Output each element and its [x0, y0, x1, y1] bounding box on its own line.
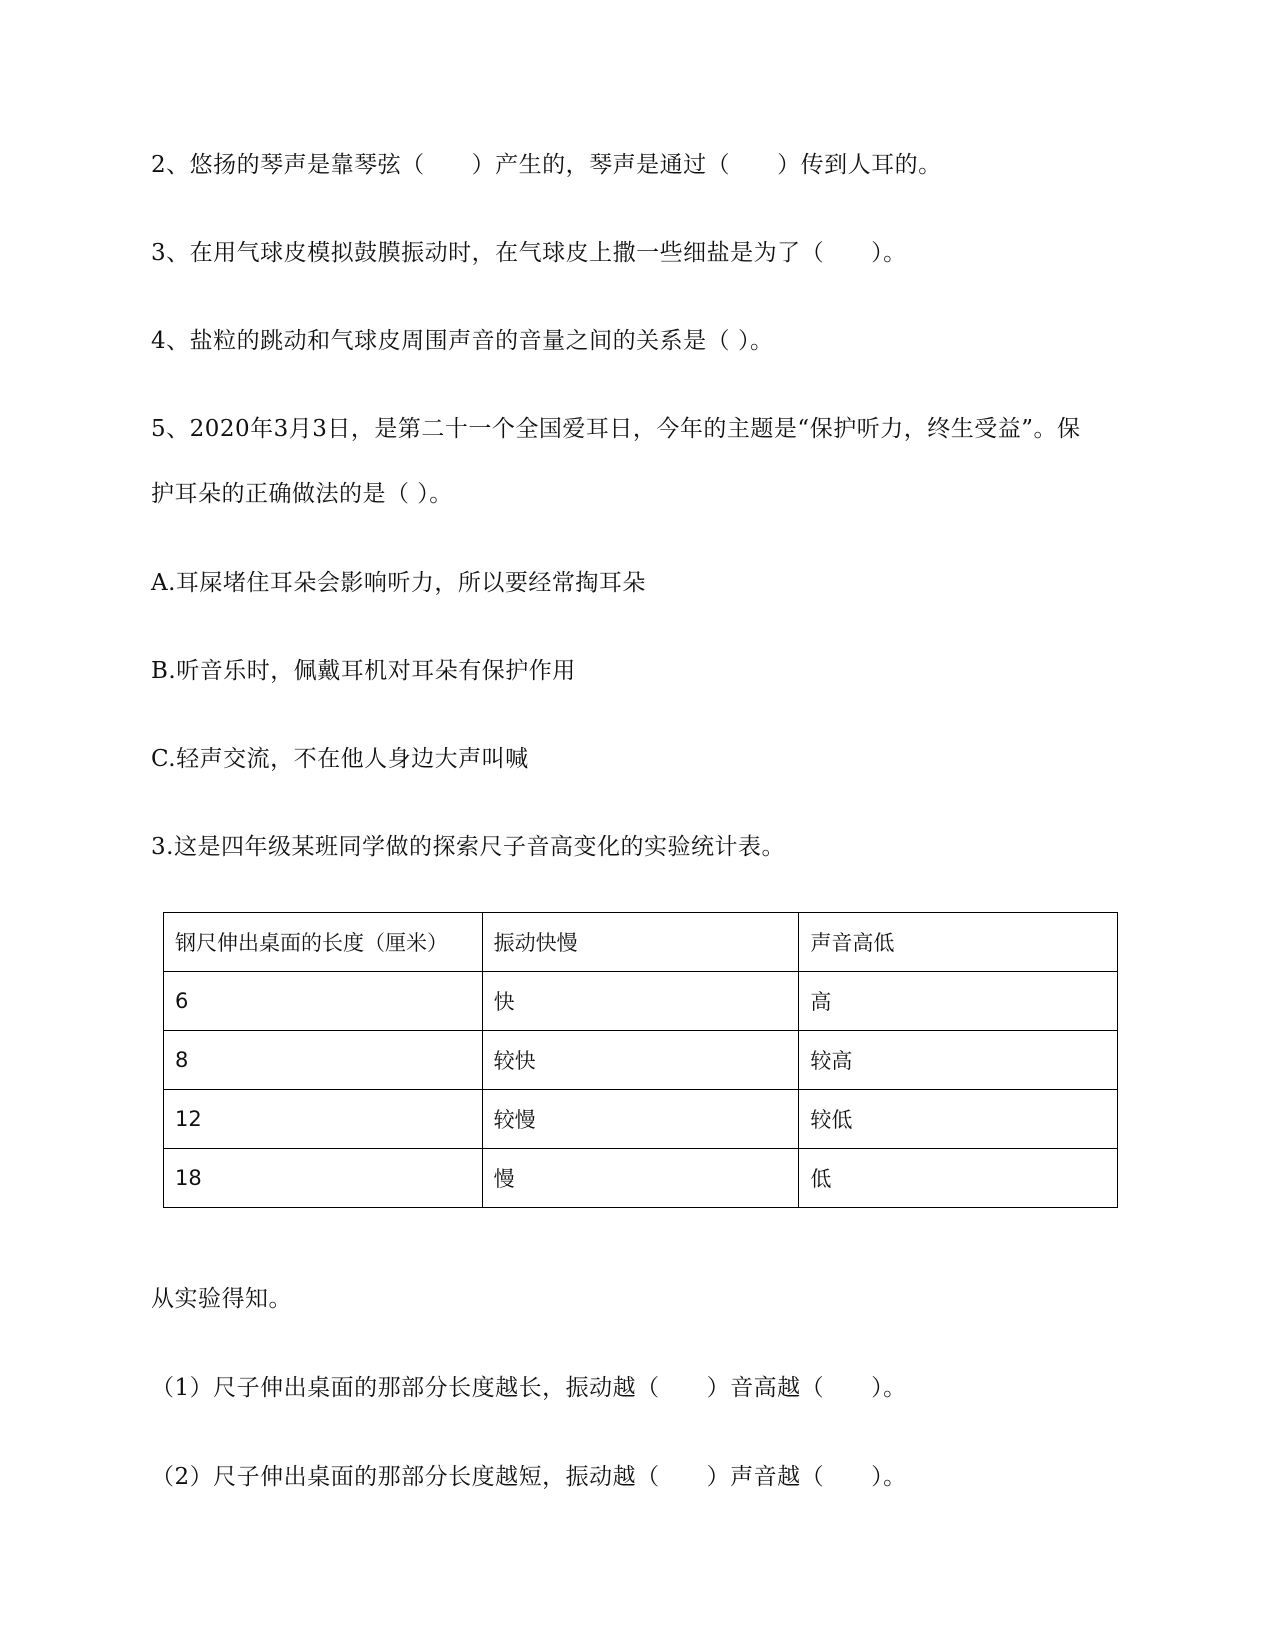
- question-3: 3、在用气球皮模拟鼓膜振动时，在气球皮上撒一些细盐是为了（ ）。: [151, 240, 907, 266]
- table-cell: 低: [799, 1149, 1118, 1208]
- table-cell: 18: [164, 1149, 483, 1208]
- sub-question-1: （1）尺子伸出桌面的那部分长度越长，振动越（ ）音高越（ ）。: [151, 1375, 907, 1401]
- experiment-table: [163, 912, 1118, 1208]
- table-header-row: [164, 913, 1118, 972]
- table-header-cell: 钢尺伸出桌面的长度（厘米）: [164, 913, 483, 972]
- section-3-intro: 3.这是四年级某班同学做的探索尺子音高变化的实验统计表。: [151, 834, 785, 860]
- table-row: [164, 972, 1118, 1031]
- table-cell: 较低: [799, 1090, 1118, 1149]
- table-row: [164, 1031, 1118, 1090]
- table-cell: 慢: [482, 1149, 799, 1208]
- sub-question-2: （2）尺子伸出桌面的那部分长度越短，振动越（ ）声音越（ ）。: [151, 1464, 907, 1490]
- question-2: 2、悠扬的琴声是靠琴弦（ ）产生的，琴声是通过（ ）传到人耳的。: [151, 152, 942, 178]
- question-4: 4、盐粒的跳动和气球皮周围声音的音量之间的关系是（ ）。: [151, 328, 774, 354]
- table-cell: 快: [482, 972, 799, 1031]
- table-row: [164, 1090, 1118, 1149]
- option-b: B.听音乐时，佩戴耳机对耳朵有保护作用: [151, 658, 576, 684]
- table-header-cell: 振动快慢: [482, 913, 799, 972]
- table-cell: 12: [164, 1090, 483, 1149]
- table-cell: 较快: [482, 1031, 799, 1090]
- table-cell: 8: [164, 1031, 483, 1090]
- table-cell: 高: [799, 972, 1118, 1031]
- option-c: C.轻声交流，不在他人身边大声叫喊: [151, 746, 529, 772]
- table-cell: 较高: [799, 1031, 1118, 1090]
- question-5-line-2: 护耳朵的正确做法的是（ ）。: [151, 481, 453, 507]
- table-cell: 较慢: [482, 1090, 799, 1149]
- conclusion-label: 从实验得知。: [151, 1286, 292, 1312]
- question-5-line-1: 5、2020年3月3日，是第二十一个全国爱耳日，今年的主题是“保护听力，终生受益”。保: [151, 416, 1081, 442]
- table-cell: 6: [164, 972, 483, 1031]
- table-row: [164, 1149, 1118, 1208]
- option-a: A.耳屎堵住耳朵会影响听力，所以要经常掏耳朵: [151, 570, 646, 596]
- table-header-cell: 声音高低: [799, 913, 1118, 972]
